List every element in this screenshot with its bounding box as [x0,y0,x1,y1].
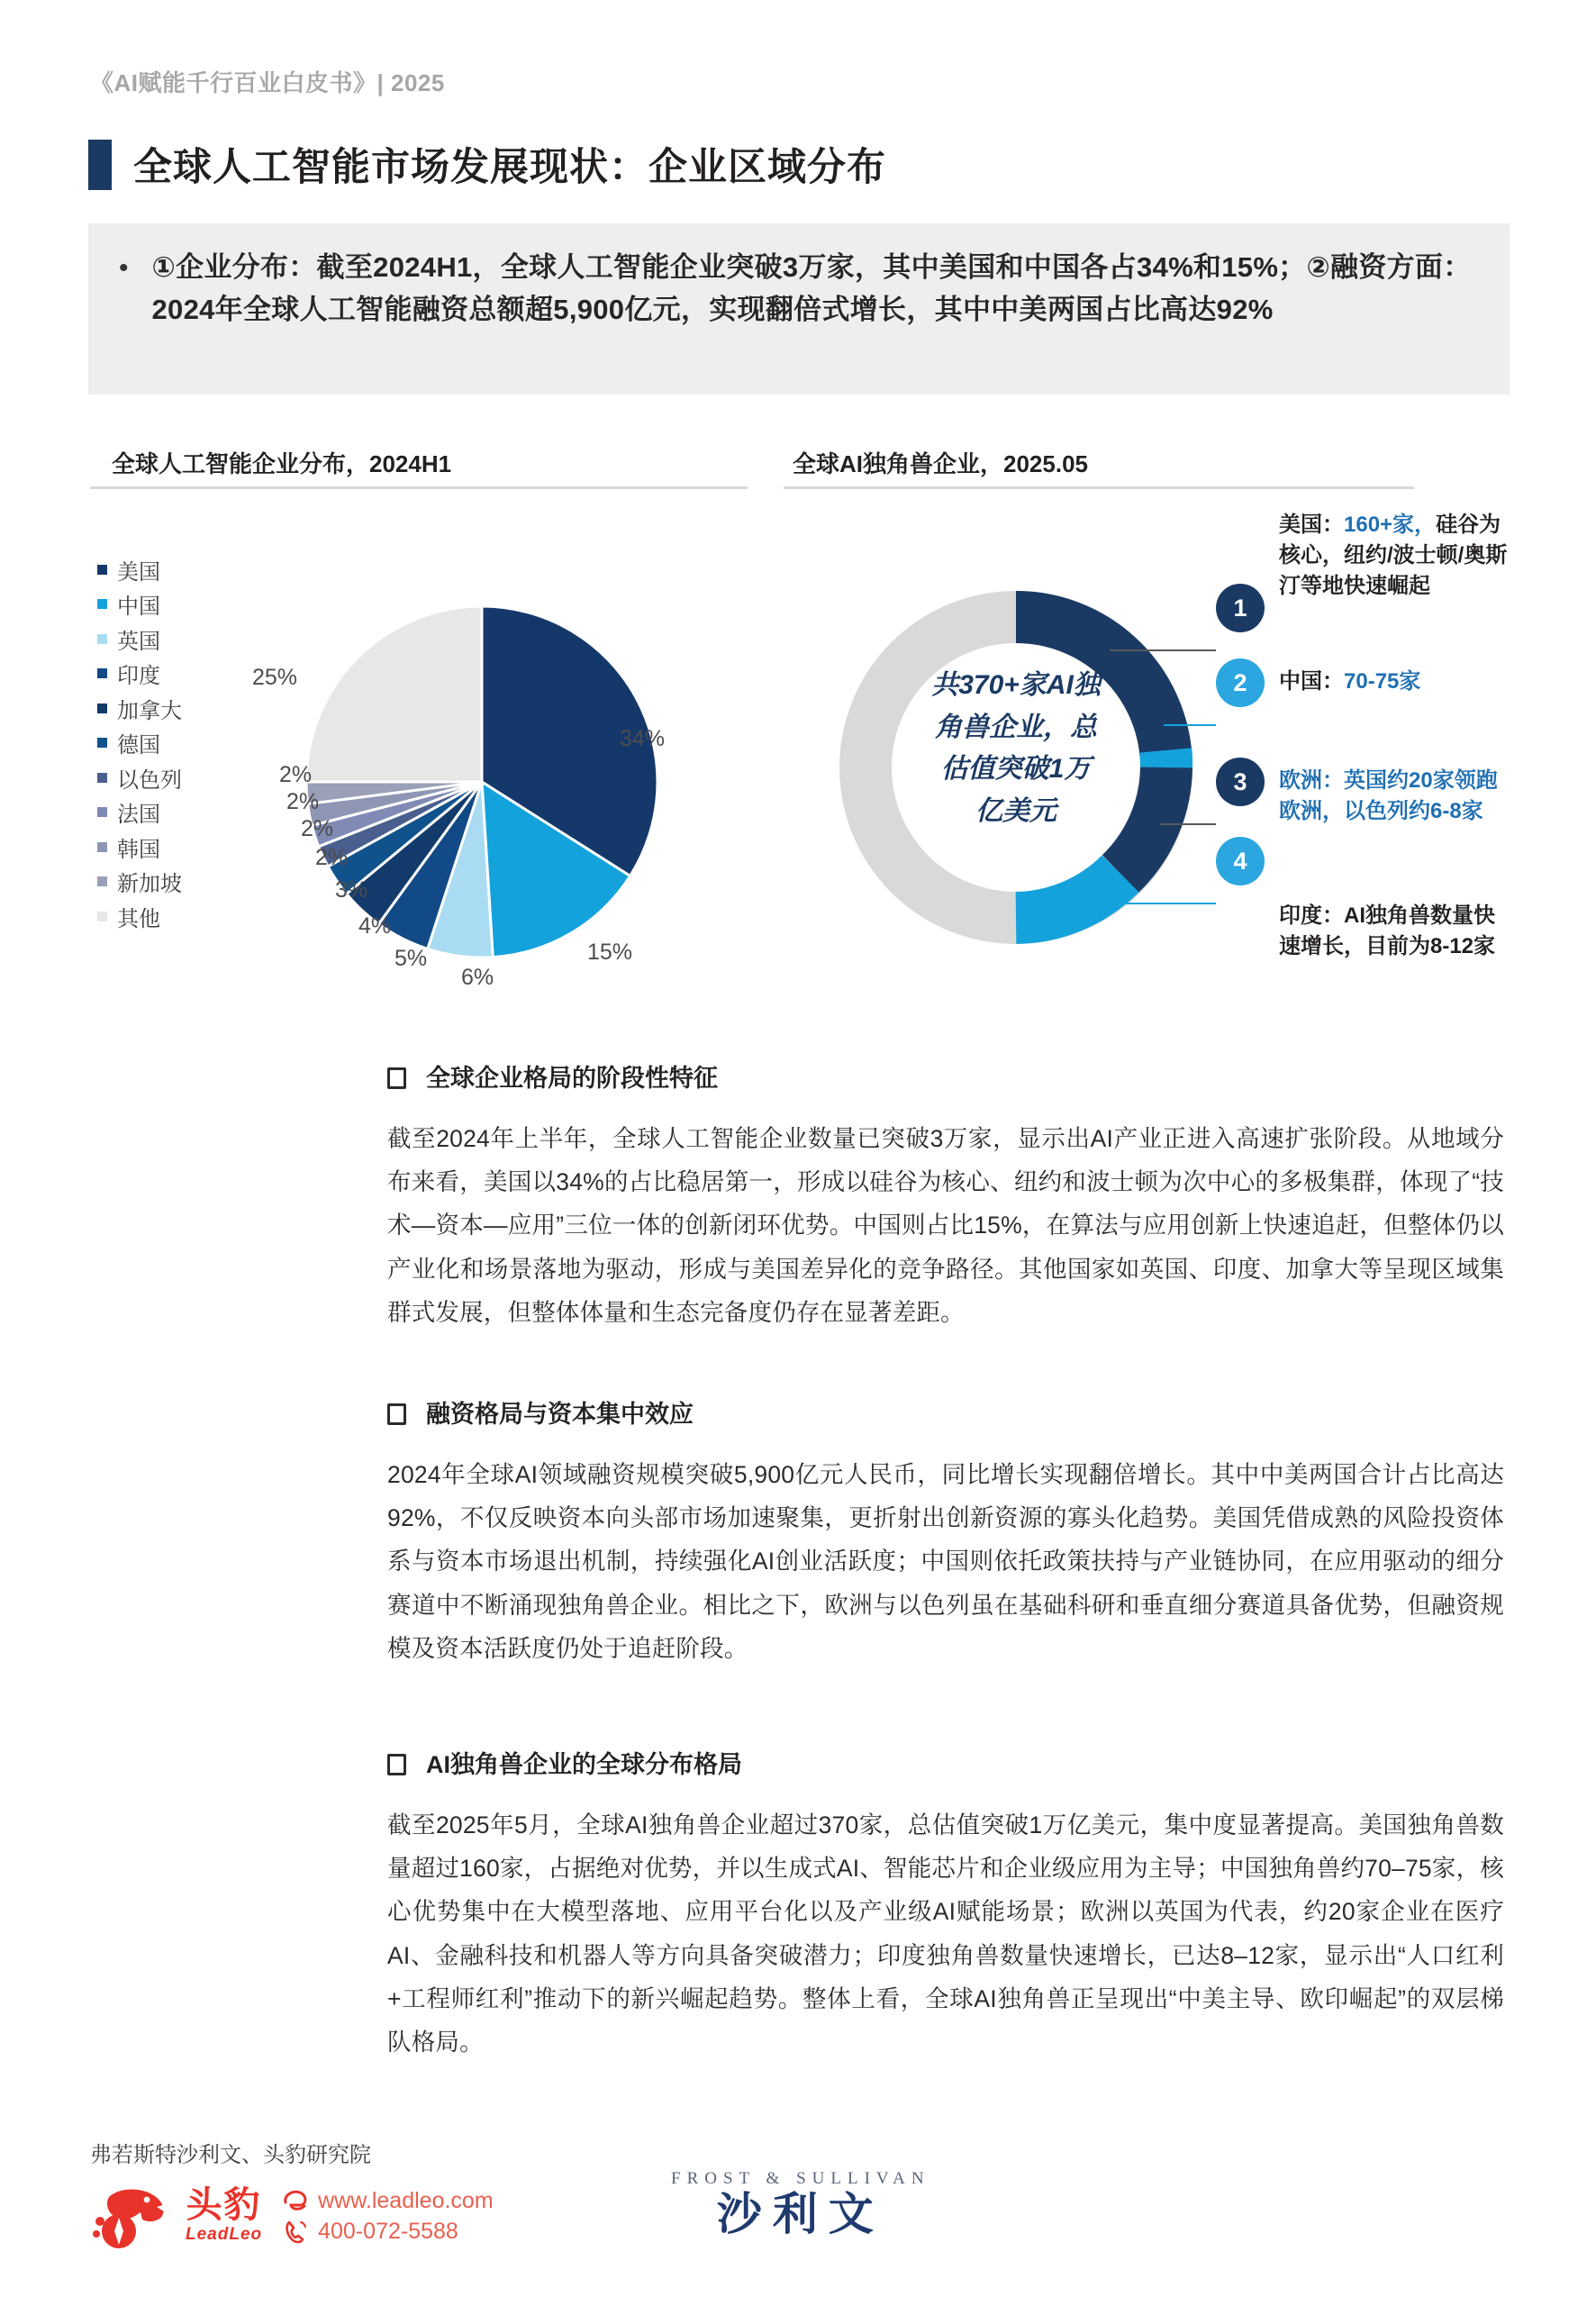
legend-label: 以色列 [117,767,182,793]
donut-marker-3[interactable]: 3 [1216,758,1265,806]
legend-item [97,830,250,865]
annotation-value: 英国约20家领跑欧洲，以色列约6-8家 [1279,768,1498,824]
legend-swatch-icon [97,876,107,886]
legend-item [97,726,250,761]
section-heading [387,1394,1504,1430]
donut-center-post: AI独 [1046,670,1101,700]
website-text: www.leadleo.com [318,2187,494,2213]
legend-label: 其他 [117,906,160,931]
legend-label: 韩国 [117,837,160,862]
donut-annotation-1 [1279,510,1511,602]
pie-label-value: 25% [252,665,298,690]
section-heading [387,1745,1504,1780]
legend-swatch-icon [97,668,107,678]
annotation-value: 70-75家 [1344,669,1421,694]
legend-label: 美国 [117,559,160,585]
legend-swatch-icon [97,704,107,713]
frost-sullivan-cn: 沙利文 [716,2189,884,2239]
legend-label: 加拿大 [117,698,182,723]
pie-label-value: 34% [620,726,666,751]
annotation-label: 欧洲： [1279,768,1344,793]
pie-label-value: 2% [301,816,334,841]
legend-swatch-icon [97,565,107,575]
pie-label-value: 6% [461,965,494,990]
pie-label-value: 4% [358,913,392,939]
donut-segment-in [1016,874,1120,918]
donut-center-em1: 370+家 [958,670,1047,700]
section-title: 全球企业格局的阶段性特征 [426,1065,718,1092]
legend-swatch-icon [97,634,107,644]
pie-chart-svg [261,557,748,1007]
legend-swatch-icon [97,912,107,921]
leadleo-cn-name: 头豹 [186,2185,262,2225]
checkbox-icon [387,1067,406,1089]
legend-label: 新加坡 [117,872,182,897]
annotation-label: 美国： [1279,513,1344,537]
pie-label-value: 2% [315,845,349,870]
source-note: 弗若斯特沙利文、头豹研究院 [90,2143,371,2167]
section-body: 截至2025年5月，全球AI独角兽企业超过370家，总估值突破1万亿美元，集中度显著提高。美国独角兽数量超过160家，占据绝对优势，并以生成式AI、智能芯片和企业级应用为主导；中国独角兽约70–75家，核心优势集中在大模型落地、应用平台化以及产业级AI赋能场景；欧洲以英国为代表，约20家企业在医疗AI、金融科技和机器人等方向具备突破潜力；印度独角兽数量快速增长，已达8–12家，显示出“人口红利+工程师红利”推动下的新兴崛起趋势。整体上看，全球AI独角兽正呈现出“中美主导、欧印崛起”的双层梯队格局。 [387,1811,1504,2056]
annotation-value: AI独角兽数量快速增长，目前为8-12家 [1279,903,1496,959]
legend-item [97,865,250,900]
title-accent-bar [88,140,112,190]
legend-item [97,795,250,831]
leadleo-wordmark [186,2187,262,2245]
checkbox-icon [387,1754,406,1775]
legend-item [97,587,250,622]
donut-marker-4[interactable]: 4 [1216,837,1265,885]
checkbox-icon [387,1403,406,1425]
pie-chart [252,557,748,1007]
page-title: 全球人工智能市场发展现状：企业区域分布 [133,146,886,189]
section-3 [387,1745,1504,2064]
donut-annotation-3 [1279,766,1511,827]
annotation-label: 印度： [1279,903,1344,928]
section-body: 2024年全球AI领域融资规模突破5,900亿元人民币，同比增长实现翻倍增长。其中中美两国合计占比高达92%，不仅反映资本向头部市场加速聚集，更折射出创新资源的寡头化趋势。美国凭借成熟的风险投资体系与资本市场退出机制，持续强化AI创业活跃度；中国则依托政策扶持与产业链协同，在应用驱动的细分赛道中不断涌现独角兽企业。相比之下，欧洲与以色列虽在基础科研和垂直细分赛道具备优势，但融资规模及资本活跃度仍处于追赶阶段。 [387,1461,1504,1662]
donut-center-line4: 亿美元 [975,795,1056,826]
legend-item [97,552,250,587]
section-1 [387,1058,1504,1334]
document-header-breadcrumb: 《AI赋能千行百业白皮书》| 2025 [90,69,445,96]
section-2 [387,1394,1504,1670]
phone-icon [282,2218,309,2245]
legend-swatch-icon [97,738,107,748]
frost-sullivan-logo [671,2169,930,2241]
leadleo-contact [282,2187,494,2245]
legend-label: 英国 [117,629,160,654]
leopard-logo-icon [90,2180,173,2252]
annotation-rest: 硅谷为核心，纽约/波士顿/奥斯汀等地快速崛起 [1279,513,1508,599]
donut-annotation-4 [1279,901,1511,962]
section-body: 截至2024年上半年，全球人工智能企业数量已突破3万家，显示出AI产业正进入高速扩张阶段。从地域分布来看，美国以34%的占比稳居第一，形成以硅谷为核心、纽约和波士顿为次中心的多极集群，体现了“技术—资本—应用”三位一体的创新闭环优势。中国则占比15%，在算法与应用创新上快速追赶，但整体仍以产业化和场景落地为驱动，形成与美国差异化的竞争路径。其他国家如英国、印度、加拿大等呈现区域集群式发展，但整体体量和生态完备度仍存在显著差距。 [387,1125,1504,1326]
legend-label: 印度 [117,664,160,689]
section-heading [387,1058,1504,1094]
left-chart-title: 全球人工智能企业分布，2024H1 [112,450,452,477]
right-chart-title: 全球AI独角兽企业，2025.05 [793,450,1088,477]
leadleo-en-name: LeadLeo [186,2225,263,2244]
donut-segment-cn [1165,750,1166,767]
legend-item [97,899,250,934]
right-chart-rule [784,486,1414,489]
summary-bullet-icon: • [119,253,129,283]
legend-item [97,691,250,726]
phone-line[interactable] [282,2218,494,2245]
section-title: 融资格局与资本集中效应 [426,1401,694,1428]
pie-label-value: 2% [279,762,313,787]
left-chart-rule [90,486,748,489]
donut-center-line3pre: 估值突破 [940,754,1049,784]
internet-explorer-icon [282,2187,309,2214]
legend-item [97,622,250,657]
pie-label-value: 2% [286,789,320,814]
legend-swatch-icon [97,599,107,609]
donut-center-text [899,665,1133,832]
donut-center-line2: 角兽企业，总 [935,712,1097,742]
donut-annotation-2 [1279,667,1511,697]
pie-chart-legend [97,552,250,934]
donut-center-em2: 1万 [1048,754,1092,784]
legend-item [97,760,250,795]
pie-label-value: 5% [394,946,428,971]
legend-swatch-icon [97,807,107,817]
legend-item [97,657,250,692]
page-title-row [88,137,886,192]
pie-slice [306,606,482,782]
phone-text: 400-072-5588 [318,2218,458,2244]
pie-label-value: 3% [335,877,368,903]
legend-swatch-icon [97,773,107,783]
annotation-value: 160+家， [1344,513,1437,537]
legend-swatch-icon [97,842,107,852]
leadleo-logo-block [90,2180,494,2252]
donut-center-pre: 共 [931,670,959,700]
legend-label: 法国 [117,803,160,828]
website-line[interactable] [282,2187,494,2214]
pie-label-value: 15% [587,940,633,965]
section-title: AI独角兽企业的全球分布格局 [426,1751,742,1778]
frost-sullivan-en: FROST & SULLIVAN [671,2169,930,2188]
annotation-label: 中国： [1279,669,1344,694]
summary-text: ①企业分布：截至2024H1，全球人工智能企业突破3万家，其中美国和中国各占34%和15%；②融资方面：2024年全球人工智能融资总额超5,900亿元，实现翻倍式增长，其中中美两国占比高达92% [151,251,1472,325]
legend-label: 中国 [117,595,160,620]
donut-marker-2[interactable]: 2 [1216,658,1265,707]
legend-label: 德国 [117,733,160,758]
summary-callout [88,223,1510,395]
donut-marker-1[interactable]: 1 [1216,584,1265,632]
